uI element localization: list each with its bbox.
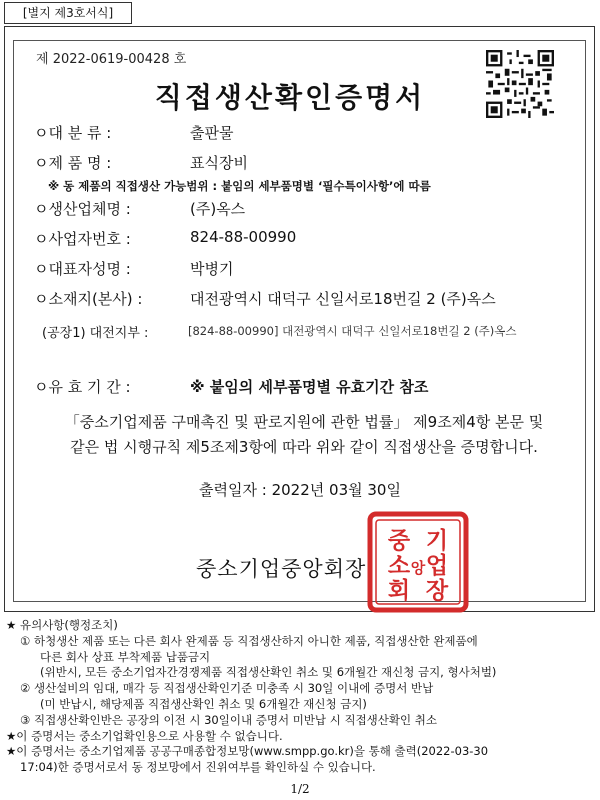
field-representative: [34, 258, 234, 279]
note-item: 17:04)한 증명서로서 동 정보망에서 진위여부를 확인하실 수 있습니다.: [20, 760, 376, 775]
field-category-value: 출판물: [190, 124, 234, 142]
print-date: 출력일자 : 2022년 03월 30일: [199, 481, 401, 499]
field-maker: [34, 198, 246, 219]
qr-code-icon: [486, 50, 554, 118]
svg-text:회: 회: [387, 578, 411, 604]
note-item: 다른 회사 상표 부착제품 납품금지: [40, 649, 211, 664]
field-category-label: ㅇ대 분 류 :: [34, 124, 112, 142]
issuer-name: 중소기업중앙회장: [196, 557, 367, 581]
field-factory: [42, 322, 517, 341]
svg-text:장: 장: [425, 578, 449, 604]
field-validity: [34, 376, 429, 397]
certificate-number: 제 2022-0619-00428 호: [36, 52, 187, 67]
note-item: ② 생산설비의 임대, 매각 등 직접생산확인기준 미충족 시 30일 이내에 증명서 반납: [20, 681, 434, 696]
field-address-value: 대전광역시 대덕구 신일서로18번길 2 (주)옥스: [190, 290, 496, 308]
field-product-label: ㅇ제 품 명 :: [34, 154, 112, 172]
field-factory-value: [824-88-00990] 대전광역시 대덕구 신일서로18번길 2 (주)옥스: [188, 324, 517, 338]
production-scope-note: ※ 동 제품의 직접생산 가능범위 : 붙임의 세부품명별 ‘필수특이사항’에 따름: [48, 179, 431, 193]
field-product: [34, 152, 248, 173]
field-representative-value: 박병기: [190, 260, 234, 278]
svg-text:앙: 앙: [410, 559, 426, 577]
form-number-tag: [별지 제3호서식]: [4, 2, 132, 24]
note-item: ③ 직접생산확인반은 공장의 이전 시 30일이내 증명서 미반납 시 직접생산확인 취소: [20, 712, 437, 727]
field-business-number: [34, 228, 297, 249]
field-representative-label: ㅇ대표자성명 :: [34, 260, 131, 278]
statement-line: 같은 법 시행규칙 제5조제3항에 따라 위와 같이 직접생산을 증명합니다.: [70, 438, 538, 456]
svg-text:업: 업: [425, 553, 449, 579]
field-address-label: ㅇ소재지(본사) :: [34, 290, 143, 308]
svg-text:중: 중: [387, 528, 411, 554]
field-factory-label: (공장1) 대전지부 :: [42, 326, 149, 341]
official-seal-icon: [366, 510, 470, 614]
notes-section: [6, 618, 596, 776]
statement-line: 「중소기업제품 구매촉진 및 판로지원에 관한 법률」 제9조제4항 본문 및: [64, 413, 544, 431]
field-validity-value: ※ 붙임의 세부품명별 유효기간 참조: [190, 378, 429, 396]
note-item: ① 하청생산 제품 또는 다른 회사 완제품 등 직접생산하지 아니한 제품, 직접생산한 완제품에: [20, 633, 478, 648]
note-item: (위반시, 모든 중소기업자간경쟁제품 직접생산확인 취소 및 6개월간 재신청 금지, 형사처벌): [40, 665, 497, 680]
document-title: 직접생산확인증명서: [154, 81, 426, 114]
field-category: [34, 122, 234, 143]
note-item: ★이 증명서는 중소기업제품 공공구매종합정보망(www.smpp.go.kr)을 통해 출력(2022-03-30: [6, 744, 489, 759]
field-product-value: 표식장비: [190, 154, 248, 172]
field-business-number-label: ㅇ사업자번호 :: [34, 230, 131, 248]
note-item: ★이 증명서는 중소기업확인용으로 사용할 수 없습니다.: [6, 728, 283, 743]
field-maker-value: (주)옥스: [190, 200, 246, 218]
field-maker-label: ㅇ생산업체명 :: [34, 200, 131, 218]
certification-statement: [44, 410, 564, 460]
svg-text:기: 기: [425, 528, 449, 554]
field-address: [34, 288, 496, 309]
page-number: 1/2: [290, 782, 310, 796]
notes-heading: ★ 유의사항(행정조치): [6, 618, 118, 632]
note-item: (미 반납시, 해당제품 직접생산확인 취소 및 6개월간 재신청 금지): [40, 696, 367, 711]
svg-text:소: 소: [387, 553, 411, 579]
field-validity-label: ㅇ유 효 기 간 :: [34, 378, 131, 396]
field-business-number-value: 824-88-00990: [190, 228, 297, 246]
